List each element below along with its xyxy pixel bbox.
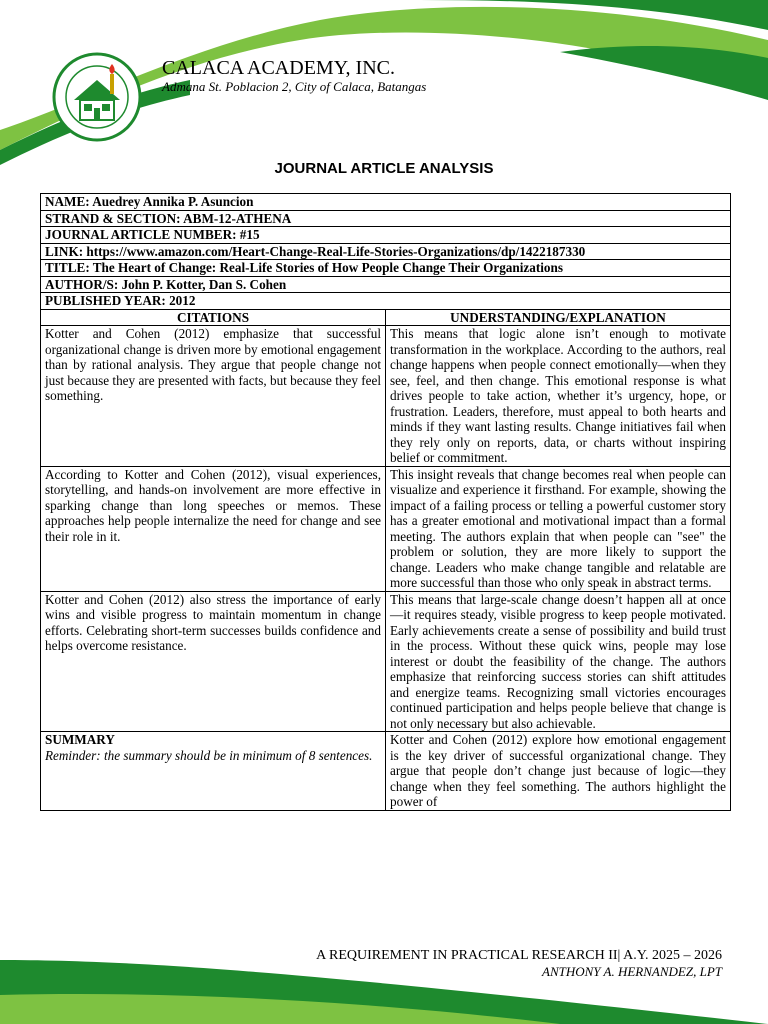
summary-row	[41, 732, 731, 811]
summary-label-cell	[41, 732, 386, 811]
link-field: LINK: https://www.amazon.com/Heart-Change-Real-Life-Stories-Organizations/dp/1422187330	[41, 243, 731, 260]
footer-teacher: ANTHONY A. HERNANDEZ, LPT	[542, 964, 722, 979]
table-row	[41, 591, 731, 732]
explanation-cell: This insight reveals that change becomes real when people can visualize and experience it firsthand. For example, showing the impact of a failing process or telling a powerful customer story has a greater emotional and motivational impact than a formal meeting. The authors explain that when people can "see" the problem or solution, they are more likely to support the change. Leaders who make change tangible and relatable are more successful than those who only speak in abstract terms.	[386, 466, 731, 591]
school-info	[162, 57, 426, 95]
info-section	[41, 194, 731, 310]
citation-cell: According to Kotter and Cohen (2012), visual experiences, storytelling, and hands-on involvement are more effective in sparking change than long speeches or memos. These approaches help people internalize the need for change and see their role in it.	[41, 466, 386, 591]
authors-field: AUTHOR/S: John P. Kotter, Dan S. Cohen	[41, 276, 731, 293]
citation-cell: Kotter and Cohen (2012) also stress the importance of early wins and visible progress to maintain momentum in change efforts. Celebrating short-term successes builds confidence and helps overcome resistance.	[41, 591, 386, 732]
analysis-table	[40, 193, 731, 811]
year-field: PUBLISHED YEAR: 2012	[41, 293, 731, 310]
summary-text-cell: Kotter and Cohen (2012) explore how emotional engagement is the key driver of successful organizational change. They argue that people don’t change just because of logic—they change when they feel something. The authors highlight the power of	[386, 732, 731, 811]
summary-title: SUMMARY	[45, 732, 115, 747]
citations-header: CITATIONS	[41, 309, 386, 326]
citation-cell: Kotter and Cohen (2012) emphasize that successful organizational change is driven more by emotional engagement than by rational analysis. They argue that people change not just because they are presented with facts, but because they feel something.	[41, 326, 386, 467]
article-number-field: JOURNAL ARTICLE NUMBER: #15	[41, 227, 731, 244]
explanation-cell: This means that large-scale change doesn’t happen all at once—it requires steady, visible progress to keep people motivated. Early achievements create a sense of possibility and build trust in the process. Without these quick wins, people may lose interest or doubt the feasibility of the change. The authors emphasize that reinforcing success stories can shift attitudes and energize teams. Recognizing small victories encourages continued participation and helps people believe that change is not only necessary but also achievable.	[386, 591, 731, 732]
explanation-cell: This means that logic alone isn’t enough to motivate transformation in the workplace. According to the authors, real change happens when people connect emotionally—when they see, feel, and then change. This emotional response is what drives people to take action, whether it’s urgency, hope, or frustration. Leaders, therefore, must appeal to both hearts and minds if they want lasting results. Change initiatives fail when they rely only on reports, data, or charts without inspiring belief or commitment.	[386, 326, 731, 467]
document-title: JOURNAL ARTICLE ANALYSIS	[274, 160, 494, 177]
understanding-header: UNDERSTANDING/EXPLANATION	[386, 309, 731, 326]
school-seal-logo	[52, 52, 142, 142]
school-name: CALACA ACADEMY, INC.	[162, 57, 395, 79]
title-field: TITLE: The Heart of Change: Real-Life Stories of How People Change Their Organizations	[41, 260, 731, 277]
school-address: Admana St. Poblacion 2, City of Calaca, Batangas	[162, 79, 427, 94]
footer	[316, 948, 722, 979]
table-row	[41, 326, 731, 467]
table-row	[41, 466, 731, 591]
summary-reminder: Reminder: the summary should be in minimum of 8 sentences.	[45, 747, 373, 763]
column-header-row	[41, 309, 731, 326]
name-field: NAME: Auedrey Annika P. Asuncion	[41, 194, 731, 211]
footer-requirement: A REQUIREMENT IN PRACTICAL RESEARCH II| A.Y. 2025 – 2026	[316, 948, 722, 963]
strand-field: STRAND & SECTION: ABM-12-ATHENA	[41, 210, 731, 227]
